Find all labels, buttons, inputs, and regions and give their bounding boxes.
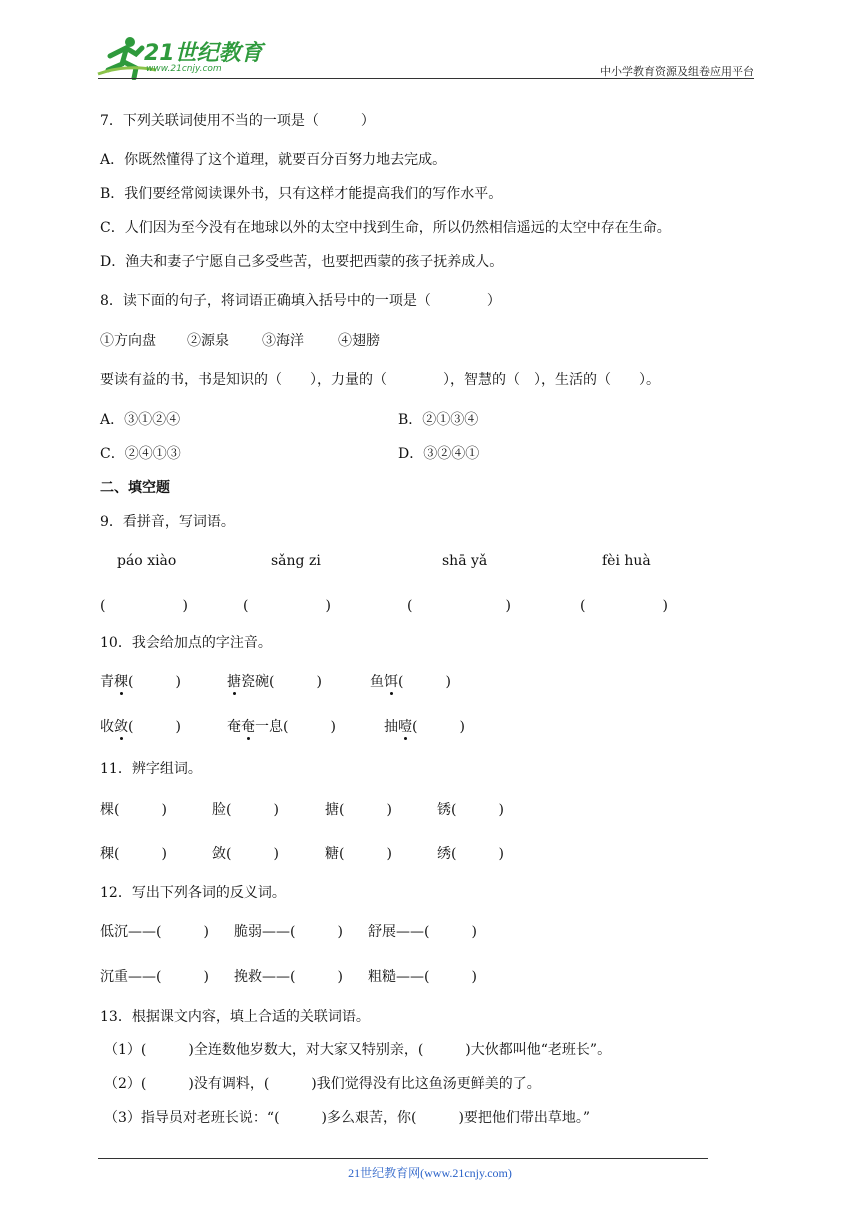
footer-link[interactable]: 21世纪教育网(www.21cnjy.com) <box>348 1166 512 1180</box>
q10-item-2: 搪瓷碗( ) <box>227 674 322 690</box>
q8-stem: 8．读下面的句子，将词语正确填入括号中的一项是（ ） <box>100 293 501 309</box>
q9-stem: 9．看拼音，写词语。 <box>100 514 235 530</box>
q7-stem: 7．下列关联词使用不当的一项是（ ） <box>100 113 375 129</box>
q12-item: 低沉——( ) <box>100 924 209 940</box>
q11-item: 棵( ) <box>100 802 167 818</box>
q7-option-c: C．人们因为至今没有在地球以外的太空中找到生命，所以仍然相信遥远的太空中存在生命。 <box>100 220 671 236</box>
q9-blank-2[interactable]: ( ) <box>243 598 331 614</box>
q7-option-a: A．你既然懂得了这个道理，就要百分百努力地去完成。 <box>100 152 447 168</box>
platform-name: 中小学教育资源及组卷应用平台 <box>600 65 754 78</box>
q10-item-3: 鱼饵( ) <box>370 674 451 690</box>
q13-sentence-1: （1）( )全连数他岁数大，对大家又特别亲，( )大伙都叫他“老班长”。 <box>104 1042 612 1058</box>
q9-pinyin-1: páo xiào <box>117 553 177 569</box>
q9-blank-4[interactable]: ( ) <box>580 598 668 614</box>
q8-word-4: ④翅膀 <box>338 333 380 349</box>
q12-stem: 12．写出下列各词的反义词。 <box>100 885 286 901</box>
q8-option-d: D．③②④① <box>398 446 480 462</box>
q8-word-3: ③海洋 <box>262 333 304 349</box>
q13-sentence-2: （2）( )没有调料，( )我们觉得没有比这鱼汤更鲜美的了。 <box>104 1076 541 1092</box>
header-divider <box>98 78 754 79</box>
q12-item: 沉重——( ) <box>100 969 209 985</box>
q8-sentence: 要读有益的书，书是知识的（ ），力量的（ ），智慧的（ ），生活的（ ）。 <box>100 372 660 388</box>
q8-word-1: ①方向盘 <box>100 333 156 349</box>
q8-option-a: A．③①②④ <box>100 412 181 428</box>
q8-word-2: ②源泉 <box>187 333 229 349</box>
q10-item-5: 奄奄一息( ) <box>227 719 336 735</box>
logo-url: www.21cnjy.com <box>146 64 222 74</box>
q7-option-d: D．渔夫和妻子宁愿自己多受些苦，也要把西蒙的孩子抚养成人。 <box>100 254 504 270</box>
q10-item-4: 收敛( ) <box>100 719 181 735</box>
dotted-char: 奄 <box>241 719 255 735</box>
q10-item-1: 青稞( ) <box>100 674 181 690</box>
footer-divider <box>98 1158 708 1159</box>
q12-item: 脆弱——( ) <box>234 924 343 940</box>
q12-item: 挽救——( ) <box>234 969 343 985</box>
dotted-char: 噎 <box>398 719 412 735</box>
q10-item-6: 抽噎( ) <box>384 719 465 735</box>
q9-pinyin-2: sǎng zi <box>271 553 321 569</box>
q11-stem: 11．辨字组词。 <box>100 761 202 777</box>
q8-option-b: B．②①③④ <box>398 412 479 428</box>
q9-blank-1[interactable]: ( ) <box>100 598 188 614</box>
dotted-char: 搪 <box>227 674 241 690</box>
q11-item: 糖( ) <box>325 846 392 862</box>
dotted-char: 稞 <box>114 674 128 690</box>
q8-option-c: C．②④①③ <box>100 446 181 462</box>
site-logo <box>96 34 266 80</box>
section-title: 二、填空题 <box>100 480 170 496</box>
q11-item: 绣( ) <box>437 846 504 862</box>
q11-item: 稞( ) <box>100 846 167 862</box>
q11-item: 锈( ) <box>437 802 504 818</box>
q9-pinyin-4: fèi huà <box>602 553 651 569</box>
q11-item: 脸( ) <box>212 802 279 818</box>
dotted-char: 敛 <box>114 719 128 735</box>
q11-item: 敛( ) <box>212 846 279 862</box>
q7-option-b: B．我们要经常阅读课外书，只有这样才能提高我们的写作水平。 <box>100 186 503 202</box>
q13-stem: 13．根据课文内容，填上合适的关联词语。 <box>100 1009 370 1025</box>
q9-pinyin-3: shā yǎ <box>442 553 488 569</box>
q13-sentence-3: （3）指导员对老班长说：“( )多么艰苦，你( )要把他们带出草地。” <box>104 1110 591 1126</box>
q10-stem: 10．我会给加点的字注音。 <box>100 635 272 651</box>
q9-blank-3[interactable]: ( ) <box>407 598 511 614</box>
q12-item: 粗糙——( ) <box>368 969 477 985</box>
dotted-char: 饵 <box>384 674 398 690</box>
logo-title: 21世纪教育 <box>144 41 263 66</box>
q11-item: 搪( ) <box>325 802 392 818</box>
q12-item: 舒展——( ) <box>368 924 477 940</box>
